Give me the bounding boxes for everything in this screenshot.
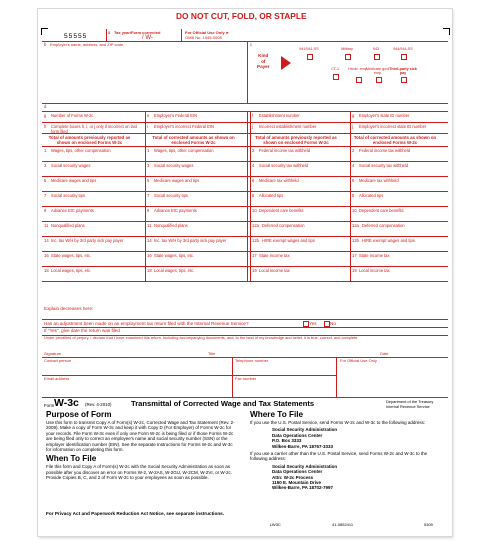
form-title: Transmittal of Corrected Wage and Tax Statements [131, 399, 315, 408]
official-use-label-2: For Official Use Only [340, 358, 377, 363]
grid-input-field[interactable] [44, 242, 141, 250]
employer-name-label: Employer's name, address, and ZIP code [50, 42, 124, 47]
box-number: 3 [147, 162, 150, 168]
grid-cell-label: Nonqualified plans [51, 222, 85, 228]
grid-cell-label: State wages, tips, etc. [51, 252, 92, 258]
where-text-carrier: If you use a carrier other than the U.S. Postal Service, send Forms W-2c and W-3c to the following address: [250, 451, 428, 462]
grid-cell-label: State income tax [359, 252, 390, 258]
box-number: j [252, 123, 253, 129]
explain-label: Explain decreases here: [44, 306, 94, 311]
purpose-text: Use this form to transmit Copy A of Form(s) W-2c, Corrected Wage and Tax Statement (Rev. 2-2009). Make a copy of Form W-3c and keep it with Copy D (For Employer) of Forms W-2c for your records. File Form W-3c even if only one Form W-2c is being filed or if those Forms W-2c are being filed only to correct an employee's name and social security number (SSN) or the employer identification number (EIN). See the separate Instructions for Forms W-2c and W-3c for information on completing this form. [46, 420, 235, 453]
fax-field[interactable] [235, 382, 333, 389]
grid-input-field[interactable] [252, 152, 346, 160]
grid-input-field[interactable] [352, 117, 444, 121]
box-number: 10 [252, 207, 257, 213]
grid-input-field[interactable] [44, 272, 141, 280]
form-name: W-3c [54, 397, 79, 409]
kind-of-payer-checkbox[interactable] [356, 77, 362, 83]
kind-of-payer-checkbox[interactable] [401, 77, 407, 83]
box-number: 14 [147, 237, 152, 243]
telephone-label: Telephone number [235, 358, 269, 363]
adjustment-date-field[interactable] [148, 328, 238, 335]
grid-input-field[interactable] [44, 212, 141, 220]
date-label: Date [380, 351, 389, 356]
grid-cell-label: Medicare wages and tips [51, 177, 97, 183]
when-text: File this form and Copy A of Form(s) W-2c with the Social Security Administration as soon as possible after you discover an error on Forms W-2, W-2AS, W-2GU, W-2CM, W-2VI, or W-2c. Provide Copies B, C, and 2 of Form W-2c to your employees as soon as possible. [46, 464, 233, 481]
grid-input-field[interactable] [252, 182, 346, 190]
grid-input-field[interactable] [147, 242, 246, 250]
telephone-field[interactable] [235, 364, 333, 371]
kind-of-payer-checkbox[interactable] [307, 54, 313, 60]
form-word: Form [44, 403, 55, 408]
box-number: 9 [147, 207, 150, 213]
box-number: 5 [44, 177, 47, 183]
grid-input-field[interactable] [44, 128, 141, 132]
adjustment-yes-label: Yes [309, 321, 317, 326]
box-number: 12b [352, 237, 359, 243]
grid-input-field[interactable] [352, 182, 444, 190]
do-not-cut-notice: DO NOT CUT, FOLD, OR STAPLE [176, 11, 307, 21]
kind-of-payer-option-label: 944/944-SS [393, 47, 413, 51]
kind-of-payer-option-label: CT-1 [331, 67, 339, 71]
footer-code-1: LW3C [270, 522, 281, 527]
grid-input-field[interactable] [147, 227, 246, 235]
box-number: 3 [44, 162, 47, 168]
privacy-notice: For Privacy Act and Paperwork Reduction Act Notice, see separate instructions. [46, 511, 225, 516]
kind-of-payer-option-label: 943 [372, 47, 380, 51]
tax-year-suffix: / W- [142, 35, 153, 41]
box-number: 10 [352, 207, 357, 213]
box-number: 12a [352, 222, 359, 228]
employer-name-field[interactable] [44, 49, 244, 103]
box-d-letter: d [44, 104, 47, 109]
grid-cell-label: Deferred compensation [362, 222, 405, 228]
official-use-label: For Official Use Only ► [185, 30, 230, 35]
grid-input-field[interactable] [44, 227, 141, 235]
grid-cell-label: Total of corrected amounts as shown on enclosed Forms W-2c [353, 134, 437, 145]
grid-cell-label: Wages, tips, other compensation [154, 147, 214, 153]
grid-cell-label: Complete boxes h, i, or j only if incorrect on last form filed [51, 123, 138, 134]
grid-input-field[interactable] [147, 117, 246, 121]
box-number: 8 [352, 192, 355, 198]
grid-cell-label: Federal income tax withheld [259, 147, 310, 153]
purpose-heading: Purpose of Form [46, 410, 112, 419]
grid-cell-label: Employer's state ID number [359, 112, 410, 118]
contact-person-field[interactable] [44, 364, 229, 371]
grid-cell-label: Social security tax withheld [259, 162, 309, 168]
grid-cell-label: Dependent care benefits [259, 207, 304, 213]
grid-input-field[interactable] [252, 117, 346, 121]
grid-cell-label: Social security tips [51, 192, 85, 198]
signature-field[interactable] [68, 350, 208, 357]
box-number: 7 [44, 192, 47, 198]
footer-code-2: 41-0852411 [332, 522, 354, 527]
grid-cell-label: Dependent care benefits [359, 207, 404, 213]
box-number: 2 [252, 147, 255, 153]
kind-of-payer-arrow [281, 56, 291, 70]
kind-of-payer-option-label: Hshld. emp. [348, 67, 368, 71]
grid-input-field[interactable] [44, 197, 141, 205]
grid-input-field[interactable] [44, 152, 141, 160]
grid-cell-label: State wages, tips, etc. [154, 252, 195, 258]
kind-of-payer-option-label: Military [341, 47, 353, 51]
instructions-left-column [46, 410, 238, 481]
kind-of-payer-checkbox[interactable] [376, 77, 382, 83]
grid-cell-label: Local wages, tips, etc. [51, 267, 92, 273]
grid-cell-label: Social security tips [154, 192, 188, 198]
control-code: 55555 [64, 33, 88, 40]
box-number: j [352, 123, 353, 129]
grid-cell-label: Total of corrected amounts as shown on enclosed Forms W-2c [152, 134, 235, 145]
grid-input-field[interactable] [44, 167, 141, 175]
instructions-right-column [250, 410, 440, 491]
where-heading: Where To File [250, 410, 304, 419]
grid-input-field[interactable] [147, 152, 246, 160]
grid-input-field[interactable] [252, 242, 346, 250]
kind-of-payer-checkbox[interactable] [374, 54, 380, 60]
box-c-letter: c [250, 42, 253, 47]
email-label: Email address [44, 376, 70, 381]
tax-year-label: Tax year/Form corrected [114, 30, 161, 35]
box-number: 11 [44, 222, 49, 228]
box-number: 6 [252, 177, 255, 183]
grid-input-field[interactable] [44, 117, 141, 121]
grid-input-field[interactable] [147, 272, 246, 280]
grid-input-field[interactable] [352, 152, 444, 160]
grid-cell-label: HIRE exempt wages and tips [362, 237, 415, 243]
postal-address: Social Security Administration Data Operations Center P.O. Box 3333 Wilkes-Barre, PA 18767-3333 [272, 427, 338, 449]
grid-cell-label: Wages, tips, other compensation [51, 147, 111, 153]
box-number: i [147, 123, 148, 129]
grid-input-field[interactable] [147, 197, 246, 205]
kind-of-payer-checkbox[interactable] [333, 74, 339, 80]
grid-cell-label: State income tax [259, 252, 290, 258]
form-sheet [38, 9, 452, 536]
grid-cell-label: Total of amounts previously reported as shown on enclosed Forms W-2c [255, 134, 337, 145]
box-number: 7 [147, 192, 150, 198]
box-b-letter: b [44, 42, 47, 47]
kind-of-payer-checkbox[interactable] [401, 54, 407, 60]
fax-label: Fax number [235, 376, 257, 381]
box-number: 14 [44, 237, 49, 243]
box-number: 4 [352, 162, 355, 168]
grid-input-field[interactable] [352, 167, 444, 175]
grid-cell-label: Social security wages [51, 162, 91, 168]
grid-input-field[interactable] [352, 128, 444, 132]
grid-input-field[interactable] [352, 197, 444, 205]
perjury-statement: Under penalties of perjury, I declare that I have examined this return, including accompanying documents, and, to the best of my knowledge and belief, it is true, correct, and complete. [44, 335, 359, 340]
box-number: 18 [44, 267, 49, 273]
box-a-letter: a [108, 30, 111, 35]
grid-cell-label: Number of Forms W-2c [51, 112, 94, 118]
grid-cell-label: Social security wages [154, 162, 194, 168]
box-number: 6 [352, 177, 355, 183]
grid-input-field[interactable] [252, 227, 346, 235]
grid-input-field[interactable] [147, 128, 246, 132]
box-number: 5 [147, 177, 150, 183]
grid-cell-label: Federal income tax withheld [359, 147, 410, 153]
if-yes-label: If "Yes", give date the return was filed [44, 328, 120, 333]
box-number: f [252, 112, 254, 118]
box-number: 1 [147, 147, 150, 153]
box-number: 1 [44, 147, 47, 153]
grid-input-field[interactable] [44, 182, 141, 190]
kind-of-payer-option-label: Third-party sick pay [389, 67, 417, 76]
grid-cell-label: Establishment number [259, 112, 300, 118]
adjustment-question: Has an adjustment been made on an employment tax return filed with the Internal Revenue Service? [44, 321, 249, 326]
grid-cell-label: Employer's Federal EIN [154, 112, 198, 118]
box-number: g [44, 112, 47, 118]
grid-cell-label: Inc. tax W/H by 3rd party sick pay payer [154, 237, 227, 243]
box-number: 16 [44, 252, 49, 258]
grid-cell-label: Social security tax withheld [359, 162, 409, 168]
box-number: 17 [252, 252, 257, 258]
box-number: 2 [352, 147, 355, 153]
grid-input-field[interactable] [352, 242, 444, 250]
where-text-postal: If you use the U.S. Postal Service, send Forms W-2c and W-3c to the following address: [250, 420, 426, 425]
grid-cell-label: Employer's incorrect state ID number [359, 123, 427, 129]
box-number: 19 [252, 267, 257, 273]
grid-cell-label: Total of amounts previously reported as shown on enclosed Forms W-2c [48, 134, 131, 145]
grid-cell-label: HIRE exempt wages and tips [262, 237, 315, 243]
corner-mark-top-left [41, 28, 48, 35]
grid-cell-label: Incorrect establishment number [259, 123, 317, 129]
grid-cell-label: Advance EIC payments [154, 207, 197, 213]
title-label: Title [208, 351, 216, 356]
grid-cell-label: Local wages, tips, etc. [154, 267, 195, 273]
adjustment-no-label: No [330, 321, 336, 326]
box-number: e [147, 112, 150, 118]
signature-label: Signature [44, 351, 62, 356]
corner-mark-top-right [443, 28, 450, 35]
grid-cell-label: Allocated tips [359, 192, 384, 198]
grid-input-field[interactable] [252, 167, 346, 175]
box-number: 16 [147, 252, 152, 258]
carrier-address: Social Security Administration Data Operations Center Attn: W-2c Process 1150 E. Mountain Drive Wilkes-Barre, PA 18702-7997 [272, 463, 338, 491]
kind-of-payer-option-label: 941/941-SS [299, 47, 319, 51]
grid-input-field[interactable] [147, 182, 246, 190]
grid-input-field[interactable] [352, 257, 444, 265]
box-number: 11 [147, 222, 152, 228]
grid-input-field[interactable] [252, 128, 346, 132]
kind-of-payer-checkbox[interactable] [345, 54, 351, 60]
grid-input-field[interactable] [147, 167, 246, 175]
box-number: 8 [252, 192, 255, 198]
when-heading: When To File [46, 454, 97, 464]
box-number: 9 [44, 207, 47, 213]
box-number: h [44, 123, 47, 129]
form-revision: (Rev. 4-2010) [85, 402, 112, 407]
grid-input-field[interactable] [252, 212, 346, 220]
grid-cell-label: Deferred compensation [262, 222, 305, 228]
grid-cell-label: Inc. tax W/H by 3rd party sick pay payer [51, 237, 124, 243]
grid-cell-label: Local income tax [359, 267, 390, 273]
footer-code-3: 5309 [424, 522, 433, 527]
grid-input-field[interactable] [252, 272, 346, 280]
email-field[interactable] [44, 382, 229, 389]
omb-number: OMB No. 1545-0008 [185, 35, 222, 40]
grid-cell-label: Medicare tax withheld [359, 177, 399, 183]
box-number: 12b [252, 237, 259, 243]
box-number: 17 [352, 252, 357, 258]
grid-cell-label: Medicare tax withheld [259, 177, 299, 183]
department-line-2: Internal Revenue Service [386, 404, 430, 409]
box-number: 12a [252, 222, 259, 228]
box-number: 18 [147, 267, 152, 273]
kind-of-payer-option-label: Medicare govt. emp. [365, 67, 391, 76]
box-number: 4 [252, 162, 255, 168]
grid-input-field[interactable] [147, 257, 246, 265]
grid-cell-label: Allocated tips [259, 192, 284, 198]
grid-input-field[interactable] [352, 227, 444, 235]
grid-input-field[interactable] [352, 212, 444, 220]
grid-input-field[interactable] [252, 197, 346, 205]
box-number: 19 [352, 267, 357, 273]
grid-input-field[interactable] [252, 257, 346, 265]
grid-input-field[interactable] [147, 212, 246, 220]
grid-cell-label: Advance EIC payments [51, 207, 94, 213]
grid-cell-label: Nonqualified plans [154, 222, 188, 228]
kind-of-payer-label: Kind of Payer [257, 53, 270, 70]
grid-input-field[interactable] [352, 272, 444, 280]
date-field[interactable] [394, 350, 442, 357]
grid-cell-label: Local income tax [259, 267, 290, 273]
title-field[interactable] [223, 350, 368, 357]
contact-person-label: Contact person [44, 358, 72, 363]
grid-cell-label: Employer's incorrect Federal EIN [154, 123, 214, 129]
department-line-1: Department of the Treasury [386, 399, 434, 404]
grid-cell-label: Medicare wages and tips [154, 177, 200, 183]
grid-input-field[interactable] [44, 257, 141, 265]
box-number: g [352, 112, 355, 118]
